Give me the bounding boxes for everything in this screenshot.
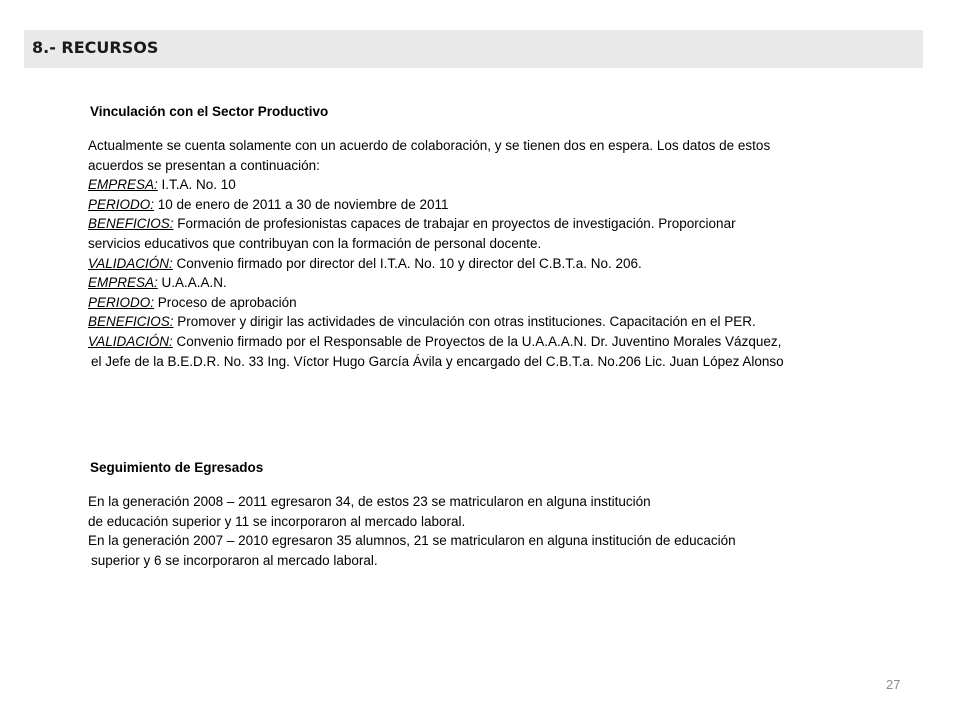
validacion-value: Convenio firmado por el Responsable de Proyectos de la U.A.A.A.N. Dr. Juventino Morales Vázquez, <box>172 333 782 349</box>
vinculacion-heading: Vinculación con el Sector Productivo <box>90 104 329 119</box>
agreement1-validacion <box>88 254 918 274</box>
seguimiento-body <box>88 492 918 570</box>
page-title: 8.- RECURSOS <box>32 38 159 57</box>
seguimiento-line: de educación superior y 11 se incorporaron al mercado laboral. <box>88 513 466 529</box>
beneficios-label: BENEFICIOS: <box>88 314 174 330</box>
validacion-label: VALIDACIÓN: <box>88 255 173 271</box>
periodo-value: Proceso de aprobación <box>154 294 297 310</box>
periodo-value: 10 de enero de 2011 a 30 de noviembre de 2011 <box>154 196 449 212</box>
section-header-bar <box>24 30 923 68</box>
validacion-value: Convenio firmado por director del I.T.A. No. 10 y director del C.B.T.a. No. 206. <box>172 255 642 271</box>
beneficios-value: Promover y dirigir las actividades de vinculación con otras instituciones. Capacitación en el PER. <box>173 314 756 330</box>
agreement2-beneficios <box>88 312 918 332</box>
agreement1-periodo <box>88 195 918 215</box>
empresa-label: EMPRESA: <box>88 177 158 193</box>
seguimiento-line: superior y 6 se incorporaron al mercado laboral. <box>91 552 378 568</box>
intro-line: acuerdos se presentan a continuación: <box>88 157 320 173</box>
agreement2-validacion-cont: el Jefe de la B.E.D.R. No. 33 Ing. Víctor Hugo García Ávila y encargado del C.B.T.a. No.206 Lic. Juan López Alonso <box>91 353 784 369</box>
vinculacion-body <box>88 136 918 371</box>
page-number: 27 <box>886 677 901 692</box>
agreement1-beneficios-cont: servicios educativos que contribuyan con la formación de personal docente. <box>88 235 542 251</box>
validacion-label: VALIDACIÓN: <box>88 333 173 349</box>
intro-line: Actualmente se cuenta solamente con un acuerdo de colaboración, y se tienen dos en espera. Los datos de estos <box>88 138 771 153</box>
beneficios-label: BENEFICIOS: <box>88 216 174 232</box>
agreement1-beneficios <box>88 214 918 234</box>
beneficios-value: Formación de profesionistas capaces de trabajar en proyectos de investigación. Proporcionar <box>173 216 736 232</box>
agreement2-empresa <box>88 273 918 293</box>
empresa-label: EMPRESA: <box>88 275 158 291</box>
periodo-label: PERIODO: <box>88 294 155 310</box>
empresa-value: I.T.A. No. 10 <box>157 177 236 193</box>
seguimiento-line: En la generación 2007 – 2010 egresaron 35 alumnos, 21 se matricularon en alguna institución de educación <box>88 533 736 549</box>
agreement2-periodo <box>88 293 918 313</box>
empresa-value: U.A.A.A.N. <box>157 275 227 291</box>
seguimiento-line: En la generación 2008 – 2011 egresaron 34, de estos 23 se matricularon en alguna institución <box>88 494 651 509</box>
periodo-label: PERIODO: <box>88 196 155 212</box>
agreement2-validacion <box>88 332 918 352</box>
agreement1-empresa <box>88 175 918 195</box>
seguimiento-heading: Seguimiento de Egresados <box>90 460 264 475</box>
